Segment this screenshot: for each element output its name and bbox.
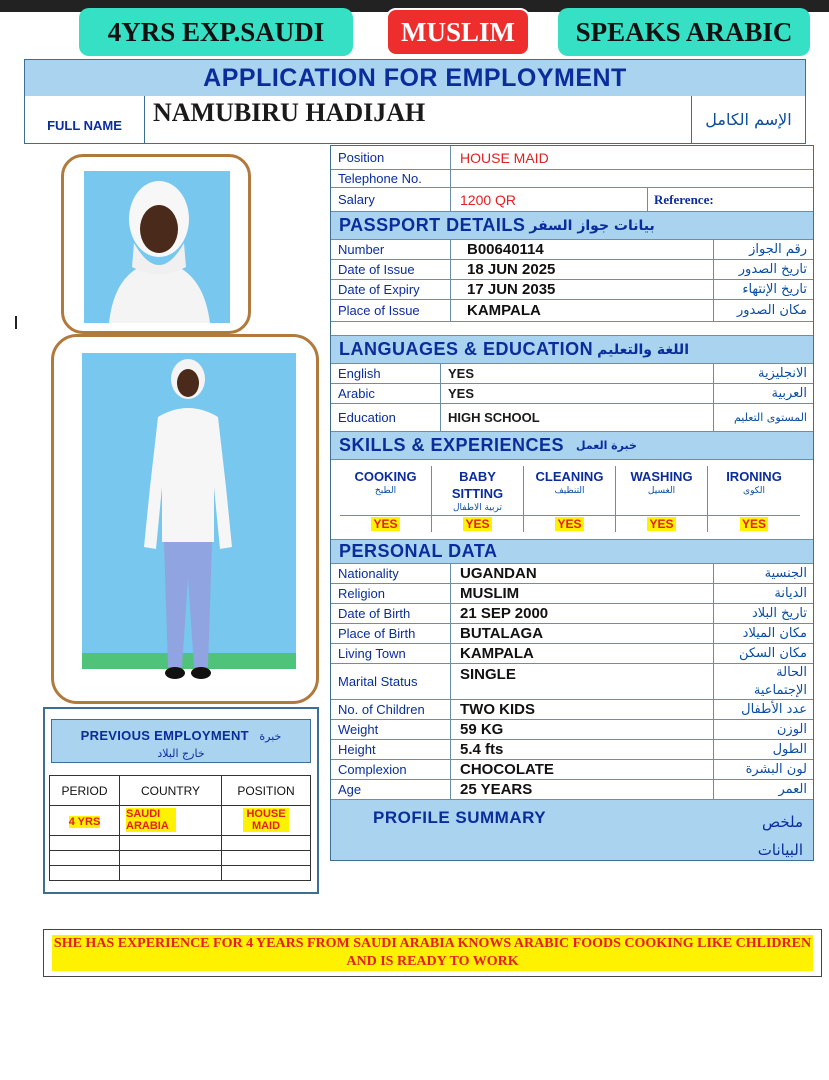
telephone-label: Telephone No. — [331, 170, 451, 187]
english-label: English — [331, 364, 441, 383]
skill-washing — [616, 466, 708, 532]
passport-row — [331, 280, 813, 300]
full-name-value: NAMUBIRU HADIJAH — [153, 98, 426, 127]
date-of-issue-arabic-label: تاريخ الصدور — [713, 260, 813, 279]
religion-value: MUSLIM — [460, 585, 520, 602]
education-label: Education — [331, 404, 441, 431]
applicant-details-panel — [330, 145, 814, 861]
skill-baby-sitting — [432, 466, 524, 532]
education-value: HIGH SCHOOL — [448, 410, 540, 425]
skills-section-title-arabic: خبرة العمل — [576, 439, 637, 452]
skill-arabic-label: الطبخ — [374, 486, 397, 496]
salary-label: Salary — [331, 188, 451, 211]
reference-label: Reference: — [647, 188, 813, 211]
personal-row — [331, 760, 813, 780]
passport-row — [331, 300, 813, 322]
skill-value: YES — [557, 517, 582, 531]
date-of-issue-value: 18 JUN 2025 — [467, 261, 556, 278]
skill-name: CLEANING — [535, 469, 604, 484]
date-of-expiry-value: 17 JUN 2035 — [467, 281, 556, 298]
place-of-issue-arabic-label: مكان الصدور — [713, 300, 813, 321]
passport-section-header — [331, 212, 813, 240]
complexion-arabic-label: لون البشرة — [713, 760, 813, 779]
place-of-birth-arabic-label: مكان الميلاد — [713, 624, 813, 643]
skill-name: IRONING — [726, 469, 782, 484]
arabic-arabic-label: العربية — [713, 384, 813, 403]
text-cursor-icon — [15, 316, 17, 329]
country-value: SAUDI ARABIA — [126, 808, 176, 832]
complexion-value: CHOCOLATE — [460, 761, 554, 778]
table-row — [50, 866, 311, 881]
full-name-arabic-label: الإسم الكامل — [691, 96, 805, 143]
skill-value: YES — [465, 517, 490, 531]
height-label: Height — [331, 740, 451, 759]
language-row — [331, 404, 813, 432]
previous-employment-box — [43, 707, 319, 894]
skill-arabic-label: الغسيل — [647, 486, 676, 496]
spacer-row — [331, 322, 813, 336]
date-of-birth-arabic-label: تاريخ البلاد — [713, 604, 813, 623]
marital-status-label: Marital Status — [331, 664, 451, 699]
passport-number-value: B00640114 — [467, 241, 544, 258]
previous-employment-subtitle-arabic: خارج البلاد — [157, 747, 205, 760]
living-town-arabic-label: مكان السكن — [713, 644, 813, 663]
languages-section-title: LANGUAGES & EDUCATION — [339, 339, 594, 359]
date-of-issue-label: Date of Issue — [331, 260, 451, 279]
complexion-label: Complexion — [331, 760, 451, 779]
passport-section-title-arabic: بيانات جواز السفر — [529, 217, 655, 234]
skill-name: WASHING — [630, 469, 693, 484]
full-body-photo — [51, 334, 319, 704]
table-row — [50, 836, 311, 851]
place-of-birth-value: BUTALAGA — [460, 625, 544, 642]
previous-employment-table — [49, 775, 311, 881]
children-arabic-label: عدد الأطفال — [713, 700, 813, 719]
place-of-birth-label: Place of Birth — [331, 624, 451, 643]
salary-row — [331, 188, 813, 212]
skill-name: COOKING — [354, 469, 417, 484]
height-value: 5.4 fts — [460, 741, 504, 758]
age-value: 25 YEARS — [460, 781, 533, 798]
skill-arabic-label: تربية الاطفال — [452, 503, 502, 513]
profile-summary-arabic — [758, 808, 803, 864]
skill-arabic-label: التنظيف — [554, 486, 585, 496]
summary-box — [43, 929, 822, 977]
place-of-issue-value: KAMPALA — [467, 302, 541, 319]
marital-status-arabic-label — [713, 664, 813, 699]
languages-section-header — [331, 336, 813, 364]
position-row — [331, 146, 813, 170]
personal-row — [331, 720, 813, 740]
passport-number-label: Number — [331, 240, 451, 259]
personal-row — [331, 584, 813, 604]
personal-row — [331, 780, 813, 800]
personal-row — [331, 564, 813, 584]
skill-cleaning — [524, 466, 616, 532]
weight-value: 59 KG — [460, 721, 504, 738]
personal-row — [331, 604, 813, 624]
personal-row — [331, 740, 813, 760]
table-row — [50, 806, 311, 836]
weight-arabic-label: الوزن — [713, 720, 813, 739]
passport-row — [331, 260, 813, 280]
english-arabic-label: الانجليزية — [713, 364, 813, 383]
language-row — [331, 384, 813, 404]
weight-label: Weight — [331, 720, 451, 739]
position-label: Position — [331, 146, 451, 169]
skills-grid — [331, 460, 813, 540]
profile-summary-title: PROFILE SUMMARY — [373, 808, 547, 827]
passport-section-title: PASSPORT DETAILS — [339, 215, 526, 235]
position-value: HOUSE MAID — [460, 149, 549, 166]
full-name-label: FULL NAME — [25, 96, 145, 143]
portrait-photo — [61, 154, 251, 334]
skills-section-header — [331, 432, 813, 460]
profile-summary-arabic-line2: البيانات — [757, 841, 803, 859]
place-of-issue-label: Place of Issue — [331, 300, 451, 321]
date-of-birth-label: Date of Birth — [331, 604, 451, 623]
date-of-birth-value: 21 SEP 2000 — [460, 605, 549, 622]
personal-row — [331, 700, 813, 720]
previous-employment-header — [51, 719, 311, 763]
personal-row — [331, 624, 813, 644]
height-arabic-label: الطول — [713, 740, 813, 759]
skill-name: BABY SITTING — [451, 469, 504, 501]
portrait-figure-icon — [64, 157, 251, 334]
language-row — [331, 364, 813, 384]
marital-status-value: SINGLE — [460, 666, 516, 683]
marital-status-arabic-line2: الإجتماعية — [753, 682, 807, 698]
arabic-label: Arabic — [331, 384, 441, 403]
children-label: No. of Children — [331, 700, 451, 719]
nationality-arabic-label: الجنسية — [713, 564, 813, 583]
skill-value: YES — [649, 517, 674, 531]
english-value: YES — [448, 366, 475, 381]
skills-section-title: SKILLS & EXPERIENCES — [339, 435, 565, 455]
religion-badge: MUSLIM — [386, 8, 530, 56]
skill-cooking — [340, 466, 432, 532]
period-header: PERIOD — [50, 776, 120, 806]
living-town-value: KAMPALA — [460, 645, 534, 662]
nationality-label: Nationality — [331, 564, 451, 583]
date-of-expiry-label: Date of Expiry — [331, 280, 451, 299]
language-badge: SPEAKS ARABIC — [558, 8, 810, 56]
position-value: HOUSE MAID — [243, 808, 289, 832]
previous-employment-title-arabic: خبرة — [259, 730, 282, 743]
personal-section-title: PERSONAL DATA — [339, 541, 498, 561]
table-row — [50, 851, 311, 866]
period-value: 4 YRS — [68, 815, 101, 828]
form-title: APPLICATION FOR EMPLOYMENT — [24, 59, 806, 97]
nationality-value: UGANDAN — [460, 565, 537, 582]
date-of-expiry-arabic-label: تاريخ الإنتهاء — [713, 280, 813, 299]
skill-arabic-label: الكوى — [743, 486, 765, 496]
religion-arabic-label: الديانة — [713, 584, 813, 603]
education-arabic-label: المستوى التعليم — [713, 404, 813, 431]
salary-value: 1200 QR — [460, 191, 517, 208]
full-name-row — [24, 96, 806, 144]
religion-label: Religion — [331, 584, 451, 603]
standing-figure-icon — [54, 337, 319, 704]
children-value: TWO KIDS — [460, 701, 535, 718]
living-town-label: Living Town — [331, 644, 451, 663]
skill-ironing — [708, 466, 800, 532]
age-arabic-label: العمر — [713, 780, 813, 799]
skill-value: YES — [741, 517, 766, 531]
marital-status-arabic-line1: الحالة — [776, 664, 807, 680]
passport-number-arabic-label: رقم الجواز — [713, 240, 813, 259]
personal-row — [331, 644, 813, 664]
telephone-row — [331, 170, 813, 188]
profile-summary-header — [331, 800, 813, 860]
personal-row — [331, 664, 813, 700]
summary-text: SHE HAS EXPERIENCE FOR 4 YEARS FROM SAUDI ARABIA KNOWS ARABIC FOODS COOKING LIKE CHLIDREN AND IS READY TO WORK — [53, 936, 812, 969]
previous-employment-title: PREVIOUS EMPLOYMENT — [80, 728, 249, 743]
experience-badge: 4YRS EXP.SAUDI — [79, 8, 353, 56]
position-header: POSITION — [222, 776, 311, 806]
profile-summary-arabic-line1: ملخص — [761, 813, 803, 831]
languages-section-title-arabic: اللغة والتعليم — [597, 341, 689, 358]
personal-section-header — [331, 540, 813, 564]
age-label: Age — [331, 780, 451, 799]
arabic-value: YES — [448, 386, 475, 401]
passport-row — [331, 240, 813, 260]
country-header: COUNTRY — [120, 776, 222, 806]
skill-value: YES — [373, 517, 398, 531]
